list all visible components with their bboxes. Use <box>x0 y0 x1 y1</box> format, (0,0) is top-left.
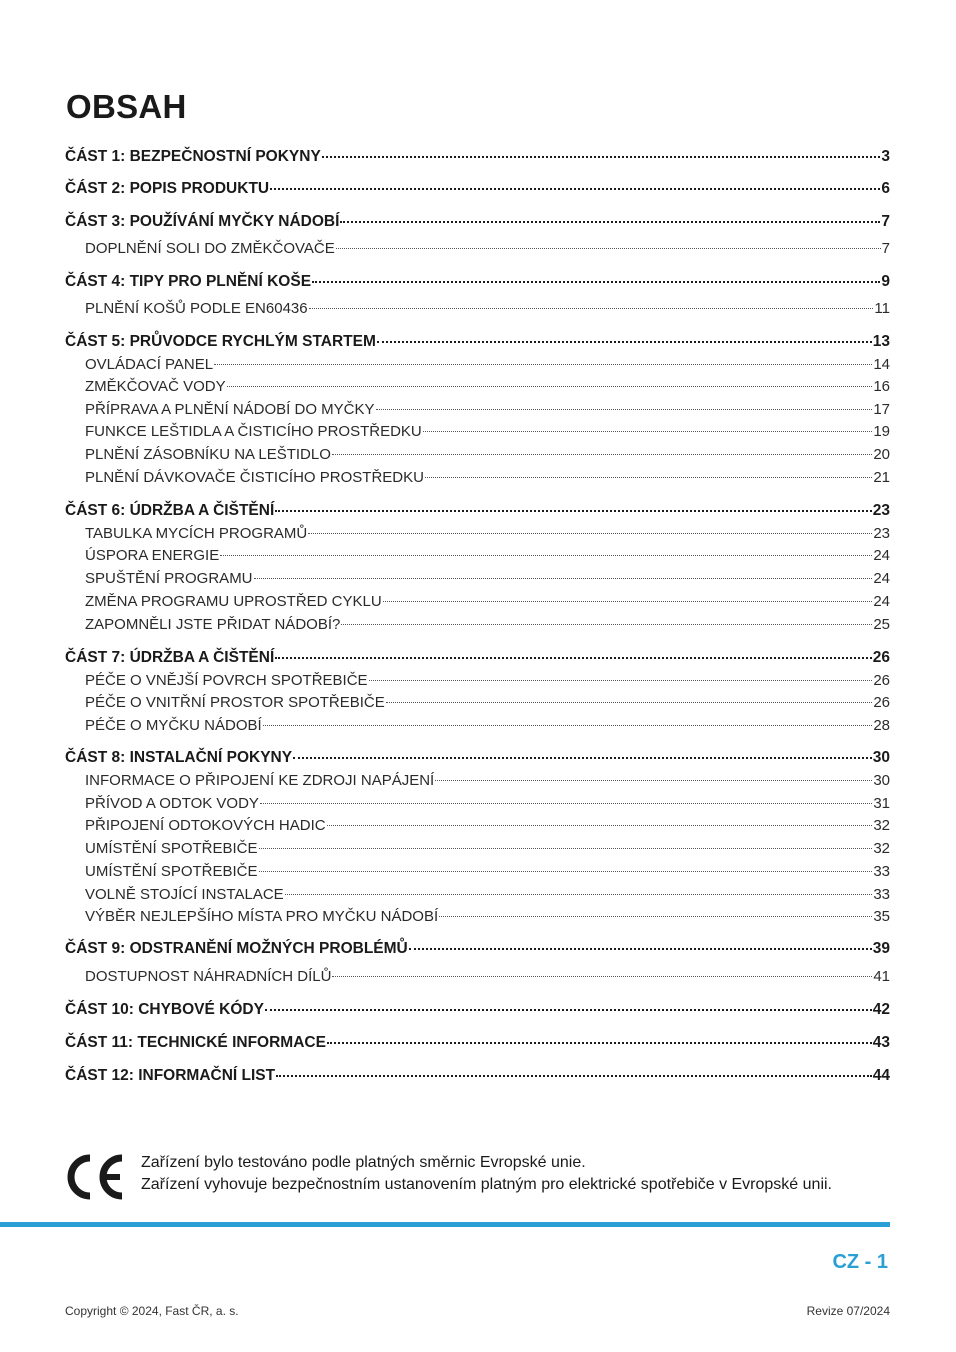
toc-dot-leader <box>220 551 872 556</box>
toc-entry-label: ZMĚNA PROGRAMU UPROSTŘED CYKLU <box>85 593 382 610</box>
toc-dot-leader <box>312 277 880 283</box>
toc-entry-page: 20 <box>873 446 890 463</box>
toc-entry-label: ČÁST 4: TIPY PRO PLNĚNÍ KOŠE <box>65 273 312 290</box>
toc-dot-leader <box>259 844 873 849</box>
toc-section[interactable] <box>65 423 890 440</box>
toc-entry-page: 31 <box>873 795 890 812</box>
toc-entry-label: PŘÍVOD A ODTOK VODY <box>85 795 259 812</box>
toc-dot-leader <box>439 912 872 917</box>
toc-dot-leader <box>336 244 881 249</box>
toc-entry-label: VOLNĚ STOJÍCÍ INSTALACE <box>85 886 284 903</box>
toc-entry-label: ÚSPORA ENERGIE <box>85 547 220 564</box>
toc-dot-leader <box>425 473 872 478</box>
toc-section[interactable] <box>65 863 890 880</box>
toc-entry-page: 26 <box>873 694 890 711</box>
toc-entry-page: 11 <box>874 300 890 317</box>
ce-notice-line-2: Zařízení vyhovuje bezpečnostním ustanovením platným pro elektrické spotřebiče v Evropské unii. <box>141 1176 832 1193</box>
toc-section[interactable] <box>65 968 890 985</box>
toc-entry-label: ČÁST 7: ÚDRŽBA A ČIŠTĚNÍ <box>65 649 275 666</box>
toc-entry-page: 7 <box>881 240 890 257</box>
toc-entry-label: ČÁST 8: INSTALAČNÍ POKYNY <box>65 749 293 766</box>
toc-entry-page: 33 <box>873 863 890 880</box>
toc-entry-label: ČÁST 6: ÚDRŽBA A ČIŠTĚNÍ <box>65 502 275 519</box>
toc-entry-page: 32 <box>873 840 890 857</box>
ce-notice <box>141 1152 832 1196</box>
toc-entry-label: VÝBĚR NEJLEPŠÍHO MÍSTA PRO MYČKU NÁDOBÍ <box>85 908 439 925</box>
toc-dot-leader <box>327 1038 872 1044</box>
toc-entry-page: 13 <box>872 333 890 350</box>
toc-chapter[interactable] <box>65 1001 890 1019</box>
toc-entry-label: PŘIPOJENÍ ODTOKOVÝCH HADIC <box>85 817 326 834</box>
toc-dot-leader <box>276 1071 872 1077</box>
toc-entry-label: DOSTUPNOST NÁHRADNÍCH DÍLŮ <box>85 968 332 985</box>
toc-dot-leader <box>322 152 881 158</box>
toc-section[interactable] <box>65 378 890 395</box>
toc-dot-leader <box>275 506 872 512</box>
toc-chapter[interactable] <box>65 273 890 291</box>
ce-notice-line-1: Zařízení bylo testováno podle platných směrnic Evropské unie. <box>141 1154 586 1171</box>
toc-entry-page: 21 <box>873 469 890 486</box>
toc-chapter[interactable] <box>65 502 890 520</box>
toc-entry-label: ČÁST 9: ODSTRANĚNÍ MOŽNÝCH PROBLÉMŮ <box>65 940 408 957</box>
toc-section[interactable] <box>65 616 890 633</box>
toc-entry-page: 9 <box>881 273 890 290</box>
toc-entry-page: 32 <box>873 817 890 834</box>
toc-entry-page: 33 <box>873 886 890 903</box>
toc-entry-page: 25 <box>873 616 890 633</box>
toc-chapter[interactable] <box>65 940 890 958</box>
toc-dot-leader <box>260 799 872 804</box>
toc-entry-label: ČÁST 10: CHYBOVÉ KÓDY <box>65 1001 264 1018</box>
toc-entry-label: ZAPOMNĚLI JSTE PŘIDAT NÁDOBÍ? <box>85 616 341 633</box>
toc-entry-page: 23 <box>873 525 890 542</box>
toc-dot-leader <box>409 944 872 950</box>
toc-entry-page: 26 <box>872 649 890 666</box>
toc-dot-leader <box>369 676 873 681</box>
toc-entry-page: 28 <box>873 717 890 734</box>
toc-dot-leader <box>308 529 872 534</box>
toc-entry-label: DOPLNĚNÍ SOLI DO ZMĚKČOVAČE <box>85 240 335 257</box>
toc-entry-page: 43 <box>872 1034 890 1051</box>
toc-dot-leader <box>263 721 873 726</box>
toc-section[interactable] <box>65 908 890 925</box>
toc-dot-leader <box>327 821 873 826</box>
toc-section[interactable] <box>65 772 890 789</box>
toc-chapter[interactable] <box>65 1034 890 1052</box>
toc-dot-leader <box>386 698 873 703</box>
toc-entry-label: PLNĚNÍ ZÁSOBNÍKU NA LEŠTIDLO <box>85 446 331 463</box>
toc-entry-page: 26 <box>873 672 890 689</box>
toc-entry-page: 3 <box>881 148 890 165</box>
toc-section[interactable] <box>65 795 890 812</box>
toc-entry-page: 30 <box>872 749 890 766</box>
toc-chapter[interactable] <box>65 213 890 231</box>
toc-dot-leader <box>383 597 873 602</box>
toc-entry-label: TABULKA MYCÍCH PROGRAMŮ <box>85 525 308 542</box>
toc-chapter[interactable] <box>65 749 890 767</box>
toc-dot-leader <box>435 776 872 781</box>
toc-chapter[interactable] <box>65 1067 890 1085</box>
toc-entry-label: PŘÍPRAVA A PLNĚNÍ NÁDOBÍ DO MYČKY <box>85 401 375 418</box>
toc-dot-leader <box>285 890 873 895</box>
revision-text: Revize 07/2024 <box>806 1304 890 1318</box>
toc-dot-leader <box>265 1005 872 1011</box>
toc-section[interactable] <box>65 593 890 610</box>
toc-section[interactable] <box>65 886 890 903</box>
toc-entry-label: ČÁST 1: BEZPEČNOSTNÍ POKYNY <box>65 148 321 165</box>
toc-entry-label: INFORMACE O PŘIPOJENÍ KE ZDROJI NAPÁJENÍ <box>85 772 435 789</box>
page-number: CZ - 1 <box>832 1251 888 1273</box>
toc-dot-leader <box>423 427 873 432</box>
toc-section[interactable] <box>65 300 890 317</box>
toc-dot-leader <box>332 972 872 977</box>
toc-dot-leader <box>254 574 873 579</box>
toc-dot-leader <box>376 405 873 410</box>
toc-dot-leader <box>227 382 873 387</box>
toc-dot-leader <box>275 653 872 659</box>
toc-entry-label: ČÁST 11: TECHNICKÉ INFORMACE <box>65 1034 326 1051</box>
toc-section[interactable] <box>65 547 890 564</box>
toc-entry-page: 24 <box>873 570 890 587</box>
toc-section[interactable] <box>65 356 890 373</box>
toc-section[interactable] <box>65 694 890 711</box>
toc-entry-label: PLNĚNÍ DÁVKOVAČE ČISTICÍHO PROSTŘEDKU <box>85 469 424 486</box>
toc-entry-page: 14 <box>873 356 890 373</box>
toc-section[interactable] <box>65 840 890 857</box>
toc-entry-label: ČÁST 5: PRŮVODCE RYCHLÝM STARTEM <box>65 333 376 350</box>
toc-entry-label: PÉČE O VNĚJŠÍ POVRCH SPOTŘEBIČE <box>85 672 368 689</box>
page-title: OBSAH <box>66 88 187 125</box>
toc-entry-label: PLNĚNÍ KOŠŮ PODLE EN60436 <box>85 300 308 317</box>
toc-entry-label: ČÁST 12: INFORMAČNÍ LIST <box>65 1067 276 1084</box>
toc-section[interactable] <box>65 401 890 418</box>
toc-chapter[interactable] <box>65 333 890 351</box>
toc-entry-page: 30 <box>873 772 890 789</box>
toc-section[interactable] <box>65 525 890 542</box>
toc-dot-leader <box>341 620 872 625</box>
toc-chapter[interactable] <box>65 148 890 166</box>
toc-section[interactable] <box>65 469 890 486</box>
toc-dot-leader <box>332 450 872 455</box>
toc-entry-page: 42 <box>872 1001 890 1018</box>
toc-entry-label: UMÍSTĚNÍ SPOTŘEBIČE <box>85 840 258 857</box>
toc-entry-label: PÉČE O VNITŘNÍ PROSTOR SPOTŘEBIČE <box>85 694 385 711</box>
toc-entry-page: 16 <box>873 378 890 395</box>
toc-section[interactable] <box>65 240 890 257</box>
toc-entry-page: 6 <box>881 180 890 197</box>
toc-entry-label: UMÍSTĚNÍ SPOTŘEBIČE <box>85 863 258 880</box>
footer-divider <box>0 1222 890 1227</box>
toc-chapter[interactable] <box>65 649 890 667</box>
toc-entry-page: 41 <box>873 968 890 985</box>
toc-section[interactable] <box>65 717 890 734</box>
toc-dot-leader <box>293 753 872 759</box>
toc-entry-label: SPUŠTĚNÍ PROGRAMU <box>85 570 253 587</box>
toc-entry-label: ZMĚKČOVAČ VODY <box>85 378 226 395</box>
toc-dot-leader <box>214 360 872 365</box>
toc-entry-page: 19 <box>873 423 890 440</box>
toc-section[interactable] <box>65 672 890 689</box>
toc-section[interactable] <box>65 446 890 463</box>
toc-dot-leader <box>377 337 872 343</box>
toc-entry-page: 24 <box>873 593 890 610</box>
ce-mark-icon <box>64 1152 128 1202</box>
toc-entry-label: OVLÁDACÍ PANEL <box>85 356 214 373</box>
toc-entry-page: 17 <box>873 401 890 418</box>
copyright-text: Copyright © 2024, Fast ČR, a. s. <box>65 1304 239 1318</box>
toc-entry-page: 39 <box>872 940 890 957</box>
toc-entry-label: FUNKCE LEŠTIDLA A ČISTICÍHO PROSTŘEDKU <box>85 423 422 440</box>
toc-entry-label: ČÁST 2: POPIS PRODUKTU <box>65 180 270 197</box>
toc-entry-label: PÉČE O MYČKU NÁDOBÍ <box>85 717 262 734</box>
toc-dot-leader <box>259 867 873 872</box>
toc-entry-page: 44 <box>872 1067 890 1084</box>
toc-dot-leader <box>309 304 874 309</box>
toc-entry-page: 24 <box>873 547 890 564</box>
toc-entry-page: 7 <box>881 213 890 230</box>
toc-dot-leader <box>340 217 880 223</box>
toc-section[interactable] <box>65 817 890 834</box>
toc-chapter[interactable] <box>65 180 890 198</box>
toc-entry-label: ČÁST 3: POUŽÍVÁNÍ MYČKY NÁDOBÍ <box>65 213 340 230</box>
toc-entry-page: 23 <box>872 502 890 519</box>
toc-dot-leader <box>270 184 880 190</box>
toc-section[interactable] <box>65 570 890 587</box>
toc-entry-page: 35 <box>873 908 890 925</box>
